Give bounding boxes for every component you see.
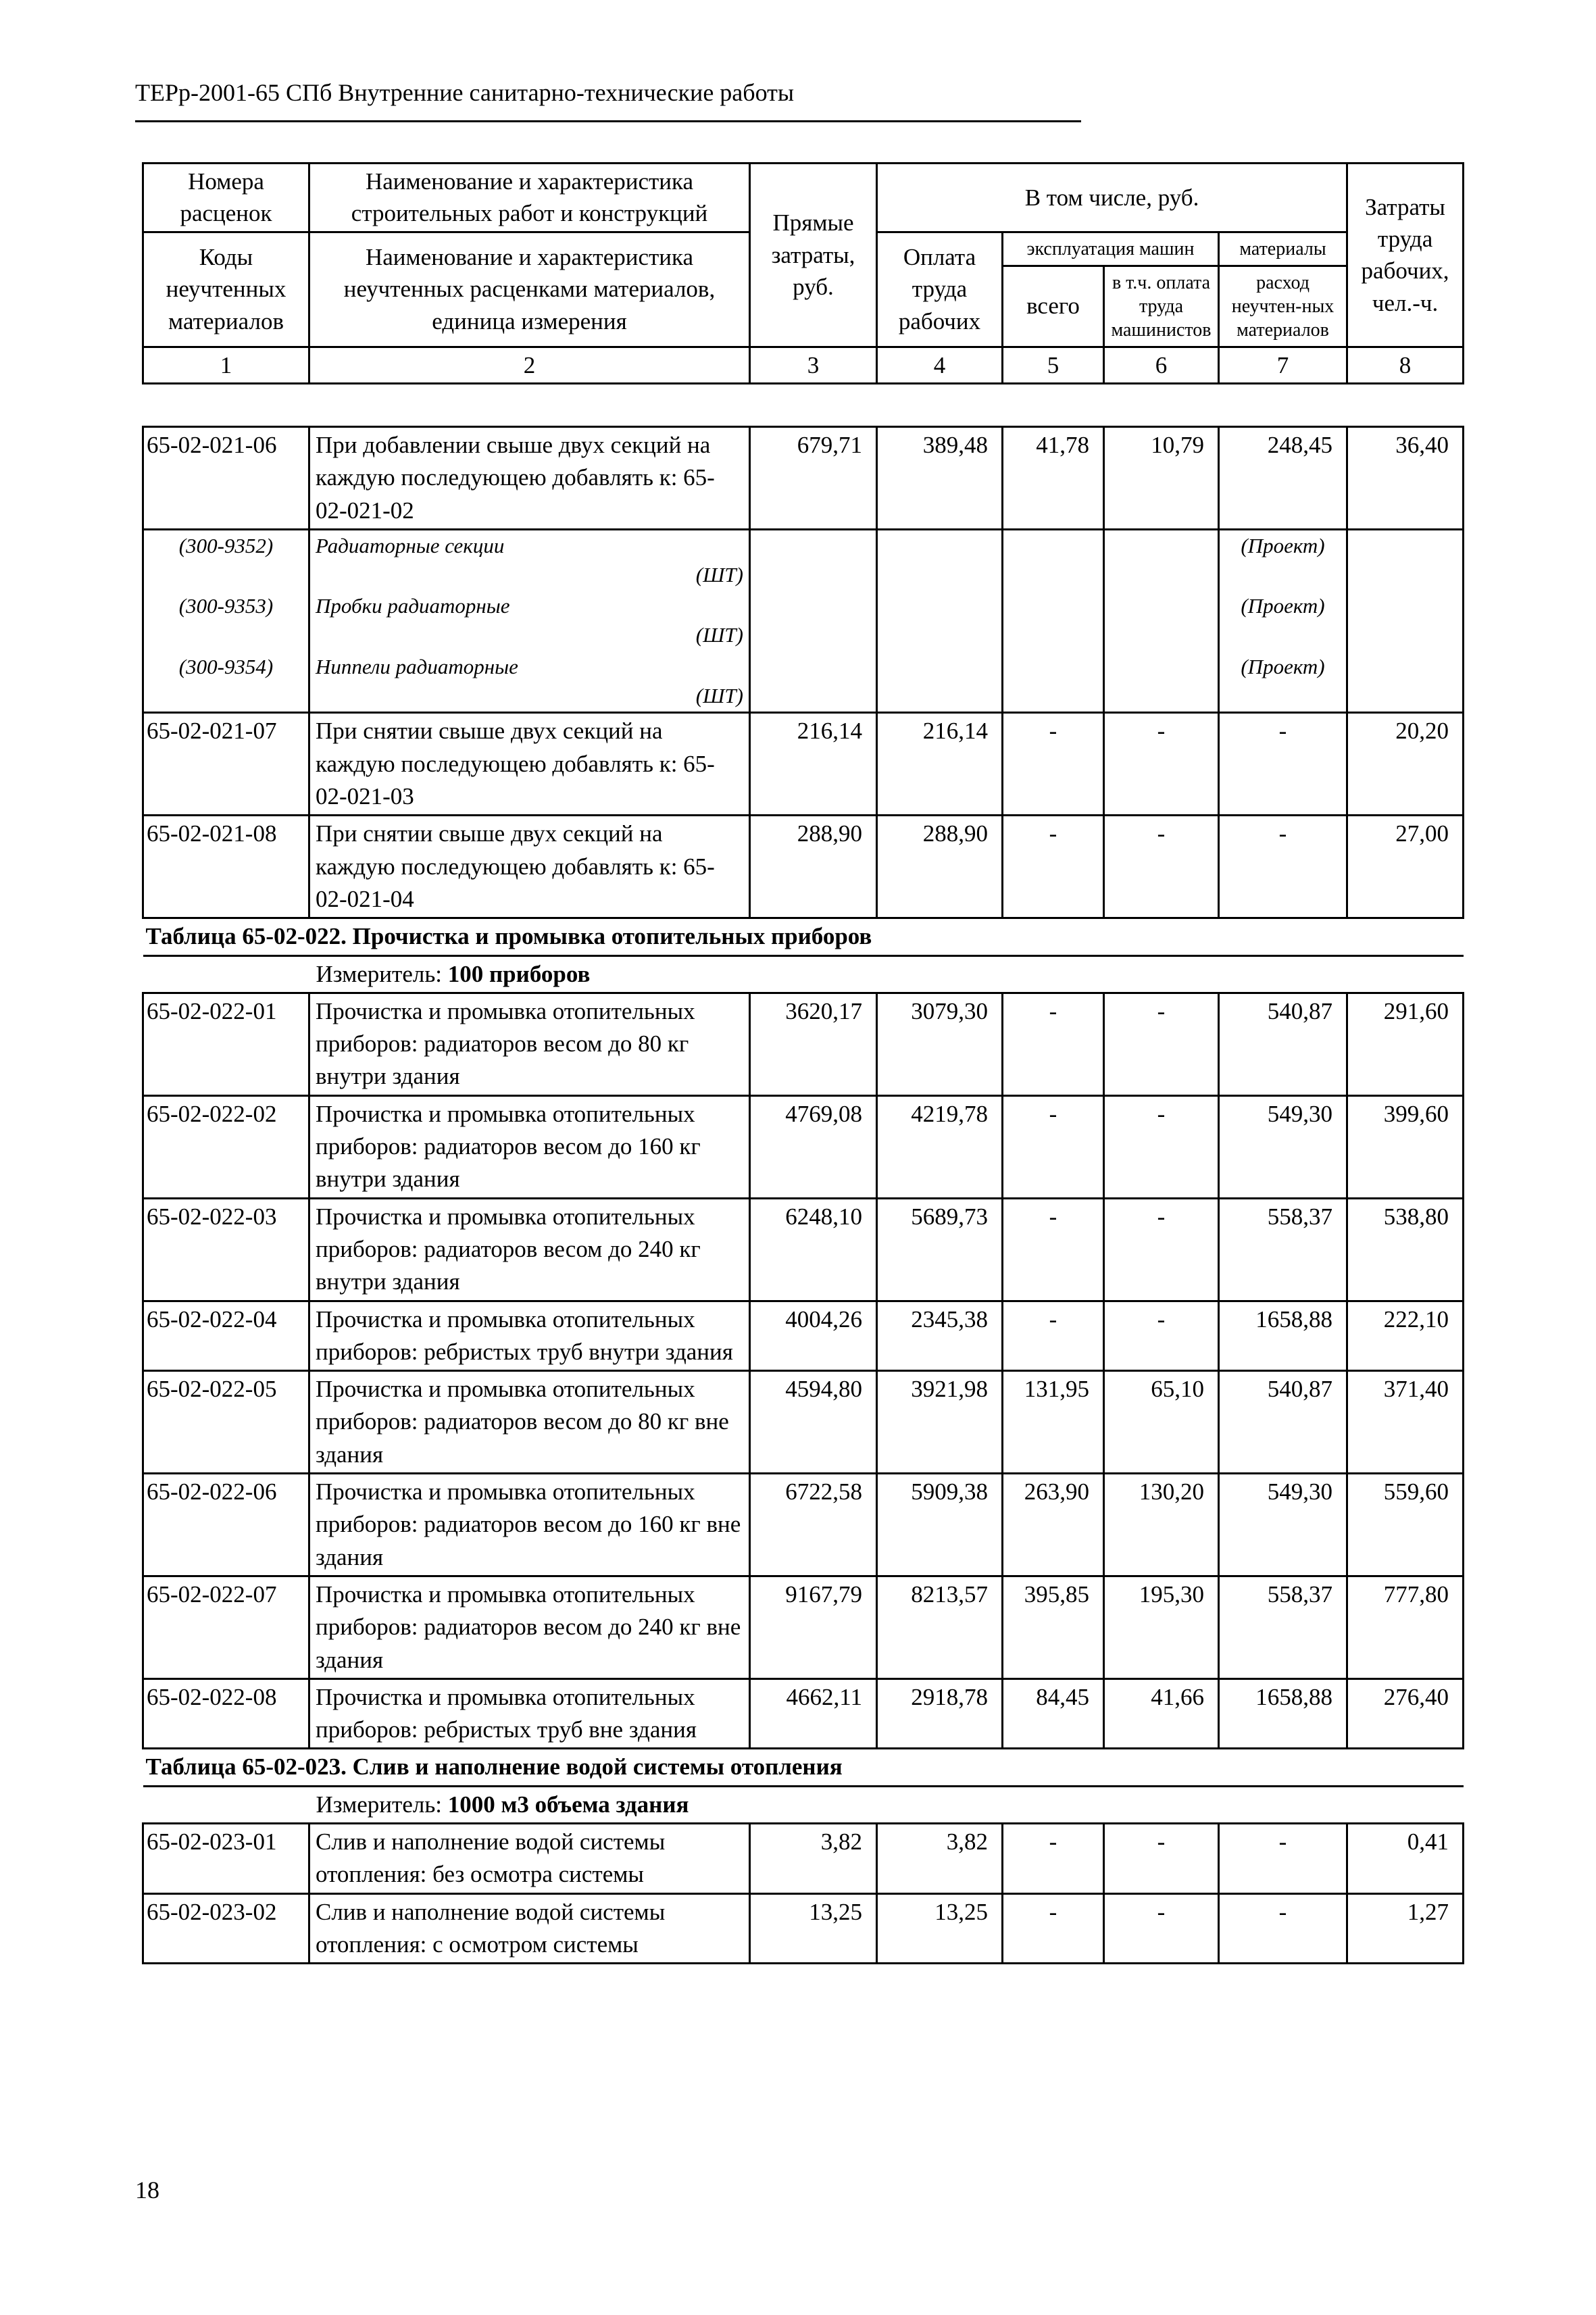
direct-cost: 4594,80 [750, 1371, 877, 1474]
direct-cost: 9167,79 [750, 1576, 877, 1678]
direct-cost: 288,90 [750, 816, 877, 918]
table-row [143, 1576, 1464, 1678]
direct-cost: 6722,58 [750, 1474, 877, 1576]
rates-table [142, 426, 1464, 1964]
direct-cost: 679,71 [750, 427, 877, 530]
machines-total: - [1003, 1823, 1104, 1893]
header-including: В том числе, руб. [877, 164, 1347, 232]
machines-total: - [1003, 1095, 1104, 1198]
rate-code: 65-02-022-05 [143, 1371, 309, 1474]
labor-hours: 538,80 [1347, 1198, 1464, 1301]
rate-code: 65-02-022-01 [143, 993, 309, 1095]
header-machines-labor: в т.ч. оплата труда машинистов [1104, 266, 1219, 347]
table-title: Таблица 65-02-023. Слив и наполнение водой системы отопления [143, 1749, 1464, 1786]
header-materials: материалы [1219, 232, 1347, 266]
table-row [143, 1678, 1464, 1749]
rate-code: 65-02-022-02 [143, 1095, 309, 1198]
machines-labor: 10,79 [1104, 427, 1219, 530]
labor-hours: 291,60 [1347, 993, 1464, 1095]
machines-total: 131,95 [1003, 1371, 1104, 1474]
rate-code: 65-02-023-01 [143, 1823, 309, 1893]
rate-name: Прочистка и промывка отопительных приборов: радиаторов весом до 80 кг внутри здания [309, 993, 750, 1095]
table-row [143, 993, 1464, 1095]
labor-hours: 20,20 [1347, 713, 1464, 816]
materials: - [1219, 713, 1347, 816]
materials: 540,87 [1219, 993, 1347, 1095]
labor-pay: 3079,30 [877, 993, 1003, 1095]
table-row [143, 1371, 1464, 1474]
material-expense: (Проект) [1219, 591, 1347, 651]
labor-pay: 13,25 [877, 1893, 1003, 1964]
direct-cost: 3620,17 [750, 993, 877, 1095]
table-row [143, 427, 1464, 530]
material-name: Пробки радиаторные [316, 594, 510, 618]
header-name-bottom: Наименование и характеристика неучтенных расценками материалов, единица измерения [309, 232, 750, 347]
materials: 1658,88 [1219, 1301, 1347, 1371]
rate-code: 65-02-022-07 [143, 1576, 309, 1678]
labor-hours: 276,40 [1347, 1678, 1464, 1749]
machines-labor: 41,66 [1104, 1678, 1219, 1749]
materials: - [1219, 816, 1347, 918]
rate-name: Слив и наполнение водой системы отопления: без осмотра системы [309, 1823, 750, 1893]
material-name: Радиаторные секции [316, 533, 505, 557]
machines-labor: - [1104, 1301, 1219, 1371]
labor-hours: 371,40 [1347, 1371, 1464, 1474]
table-row [143, 1474, 1464, 1576]
table-row [143, 1301, 1464, 1371]
materials: 248,45 [1219, 427, 1347, 530]
machines-total: 41,78 [1003, 427, 1104, 530]
machines-total: 395,85 [1003, 1576, 1104, 1678]
materials: 549,30 [1219, 1095, 1347, 1198]
rate-name: Прочистка и промывка отопительных приборов: радиаторов весом до 160 кг внутри здания [309, 1095, 750, 1198]
labor-hours: 399,60 [1347, 1095, 1464, 1198]
materials: 540,87 [1219, 1371, 1347, 1474]
header-col-number: 8 [1347, 347, 1464, 383]
rate-code: 65-02-021-08 [143, 816, 309, 918]
rate-name: При добавлении свыше двух секций на каждую последующею добавлять к: 65-02-021-02 [309, 427, 750, 530]
direct-cost: 13,25 [750, 1893, 877, 1964]
header-codes-bottom: Коды неучтенных материалов [143, 232, 309, 347]
measure-label: Измеритель: [316, 1791, 443, 1818]
header-col-number: 7 [1219, 347, 1347, 383]
labor-pay: 3921,98 [877, 1371, 1003, 1474]
materials: 558,37 [1219, 1198, 1347, 1301]
header-materials-expense: расход неучтен-ных материалов [1219, 266, 1347, 347]
measure-value: 100 приборов [447, 960, 591, 987]
machines-total: - [1003, 816, 1104, 918]
material-unit: (ШТ) [695, 562, 743, 587]
material-row [143, 591, 1464, 651]
measure-row [143, 1786, 1464, 1823]
machines-labor: 65,10 [1104, 1371, 1219, 1474]
machines-labor: 130,20 [1104, 1474, 1219, 1576]
labor-hours: 0,41 [1347, 1823, 1464, 1893]
machines-total: - [1003, 1893, 1104, 1964]
materials: - [1219, 1823, 1347, 1893]
rate-name: При снятии свыше двух секций на каждую последующею добавлять к: 65-02-021-03 [309, 713, 750, 816]
labor-pay: 389,48 [877, 427, 1003, 530]
rate-code: 65-02-022-08 [143, 1678, 309, 1749]
rate-name: Прочистка и промывка отопительных приборов: радиаторов весом до 160 кг вне здания [309, 1474, 750, 1576]
machines-labor: - [1104, 993, 1219, 1095]
labor-pay: 5689,73 [877, 1198, 1003, 1301]
rate-name: Прочистка и промывка отопительных приборов: ребристых труб вне здания [309, 1678, 750, 1749]
material-code: (300-9354) [143, 651, 309, 713]
header-col-number: 6 [1104, 347, 1219, 383]
column-header-table [142, 162, 1464, 384]
machines-total: 84,45 [1003, 1678, 1104, 1749]
machines-total: - [1003, 1301, 1104, 1371]
header-col-number: 3 [750, 347, 877, 383]
direct-cost: 4004,26 [750, 1301, 877, 1371]
materials: - [1219, 1893, 1347, 1964]
header-machines-total: всего [1003, 266, 1104, 347]
materials: 558,37 [1219, 1576, 1347, 1678]
machines-labor: - [1104, 1198, 1219, 1301]
direct-cost: 3,82 [750, 1823, 877, 1893]
measure-label: Измеритель: [316, 960, 443, 987]
page-number: 18 [135, 2176, 159, 2204]
table-title: Таблица 65-02-022. Прочистка и промывка отопительных приборов [143, 918, 1464, 955]
header-col-number: 5 [1003, 347, 1104, 383]
direct-cost: 6248,10 [750, 1198, 877, 1301]
labor-pay: 288,90 [877, 816, 1003, 918]
rate-name: Слив и наполнение водой системы отопления: с осмотром системы [309, 1893, 750, 1964]
labor-pay: 4219,78 [877, 1095, 1003, 1198]
direct-cost: 4662,11 [750, 1678, 877, 1749]
rate-name: Прочистка и промывка отопительных приборов: радиаторов весом до 80 кг вне здания [309, 1371, 750, 1474]
materials: 549,30 [1219, 1474, 1347, 1576]
machines-labor: 195,30 [1104, 1576, 1219, 1678]
table-row [143, 1823, 1464, 1893]
table-row [143, 713, 1464, 816]
labor-hours: 222,10 [1347, 1301, 1464, 1371]
material-code: (300-9352) [143, 529, 309, 591]
direct-cost: 4769,08 [750, 1095, 877, 1198]
table-row [143, 816, 1464, 918]
labor-pay: 2918,78 [877, 1678, 1003, 1749]
material-expense: (Проект) [1219, 651, 1347, 713]
rate-name: Прочистка и промывка отопительных приборов: радиаторов весом до 240 кг внутри здания [309, 1198, 750, 1301]
table-row [143, 1893, 1464, 1964]
labor-hours: 27,00 [1347, 816, 1464, 918]
table-row [143, 1095, 1464, 1198]
header-col-number: 1 [143, 347, 309, 383]
table-title-row [143, 1749, 1464, 1786]
labor-pay: 3,82 [877, 1823, 1003, 1893]
measure-value: 1000 м3 объема здания [447, 1791, 689, 1818]
machines-labor: - [1104, 1095, 1219, 1198]
material-unit: (ШТ) [695, 683, 743, 707]
rate-code: 65-02-022-06 [143, 1474, 309, 1576]
header-direct: Прямые затраты, руб. [750, 164, 877, 347]
labor-pay: 2345,38 [877, 1301, 1003, 1371]
material-row [143, 651, 1464, 713]
header-rule [135, 120, 1081, 122]
machines-total: - [1003, 993, 1104, 1095]
header-col-number: 4 [877, 347, 1003, 383]
material-expense: (Проект) [1219, 529, 1347, 591]
table-title-row [143, 918, 1464, 955]
rate-name: Прочистка и промывка отопительных приборов: радиаторов весом до 240 кг вне здания [309, 1576, 750, 1678]
rate-code: 65-02-021-06 [143, 427, 309, 530]
labor-pay: 216,14 [877, 713, 1003, 816]
material-name: Ниппели радиаторные [316, 654, 518, 678]
page-header: ТЕРр-2001-65 СПб Внутренние санитарно-технические работы [135, 79, 795, 106]
machines-labor: - [1104, 1893, 1219, 1964]
material-code: (300-9353) [143, 591, 309, 651]
header-labor-hours: Затраты труда рабочих, чел.-ч. [1347, 164, 1464, 347]
header-machines: эксплуатация машин [1003, 232, 1219, 266]
machines-labor: - [1104, 713, 1219, 816]
machines-total: - [1003, 1198, 1104, 1301]
rate-code: 65-02-022-03 [143, 1198, 309, 1301]
materials: 1658,88 [1219, 1678, 1347, 1749]
header-name-top: Наименование и характеристика строительных работ и конструкций [309, 164, 750, 232]
machines-total: - [1003, 713, 1104, 816]
machines-total: 263,90 [1003, 1474, 1104, 1576]
table-row [143, 1198, 1464, 1301]
direct-cost: 216,14 [750, 713, 877, 816]
rate-code: 65-02-021-07 [143, 713, 309, 816]
material-unit: (ШТ) [695, 623, 743, 647]
header-labor-pay: Оплата труда рабочих [877, 232, 1003, 347]
labor-hours: 36,40 [1347, 427, 1464, 530]
rate-code: 65-02-023-02 [143, 1893, 309, 1964]
machines-labor: - [1104, 1823, 1219, 1893]
labor-hours: 559,60 [1347, 1474, 1464, 1576]
rate-code: 65-02-022-04 [143, 1301, 309, 1371]
header-codes-top: Номера расценок [143, 164, 309, 232]
rate-name: При снятии свыше двух секций на каждую последующею добавлять к: 65-02-021-04 [309, 816, 750, 918]
machines-labor: - [1104, 816, 1219, 918]
labor-hours: 1,27 [1347, 1893, 1464, 1964]
labor-pay: 8213,57 [877, 1576, 1003, 1678]
labor-pay: 5909,38 [877, 1474, 1003, 1576]
material-row [143, 529, 1464, 591]
labor-hours: 777,80 [1347, 1576, 1464, 1678]
rate-name: Прочистка и промывка отопительных приборов: ребристых труб внутри здания [309, 1301, 750, 1371]
measure-row [143, 955, 1464, 993]
header-col-number: 2 [309, 347, 750, 383]
